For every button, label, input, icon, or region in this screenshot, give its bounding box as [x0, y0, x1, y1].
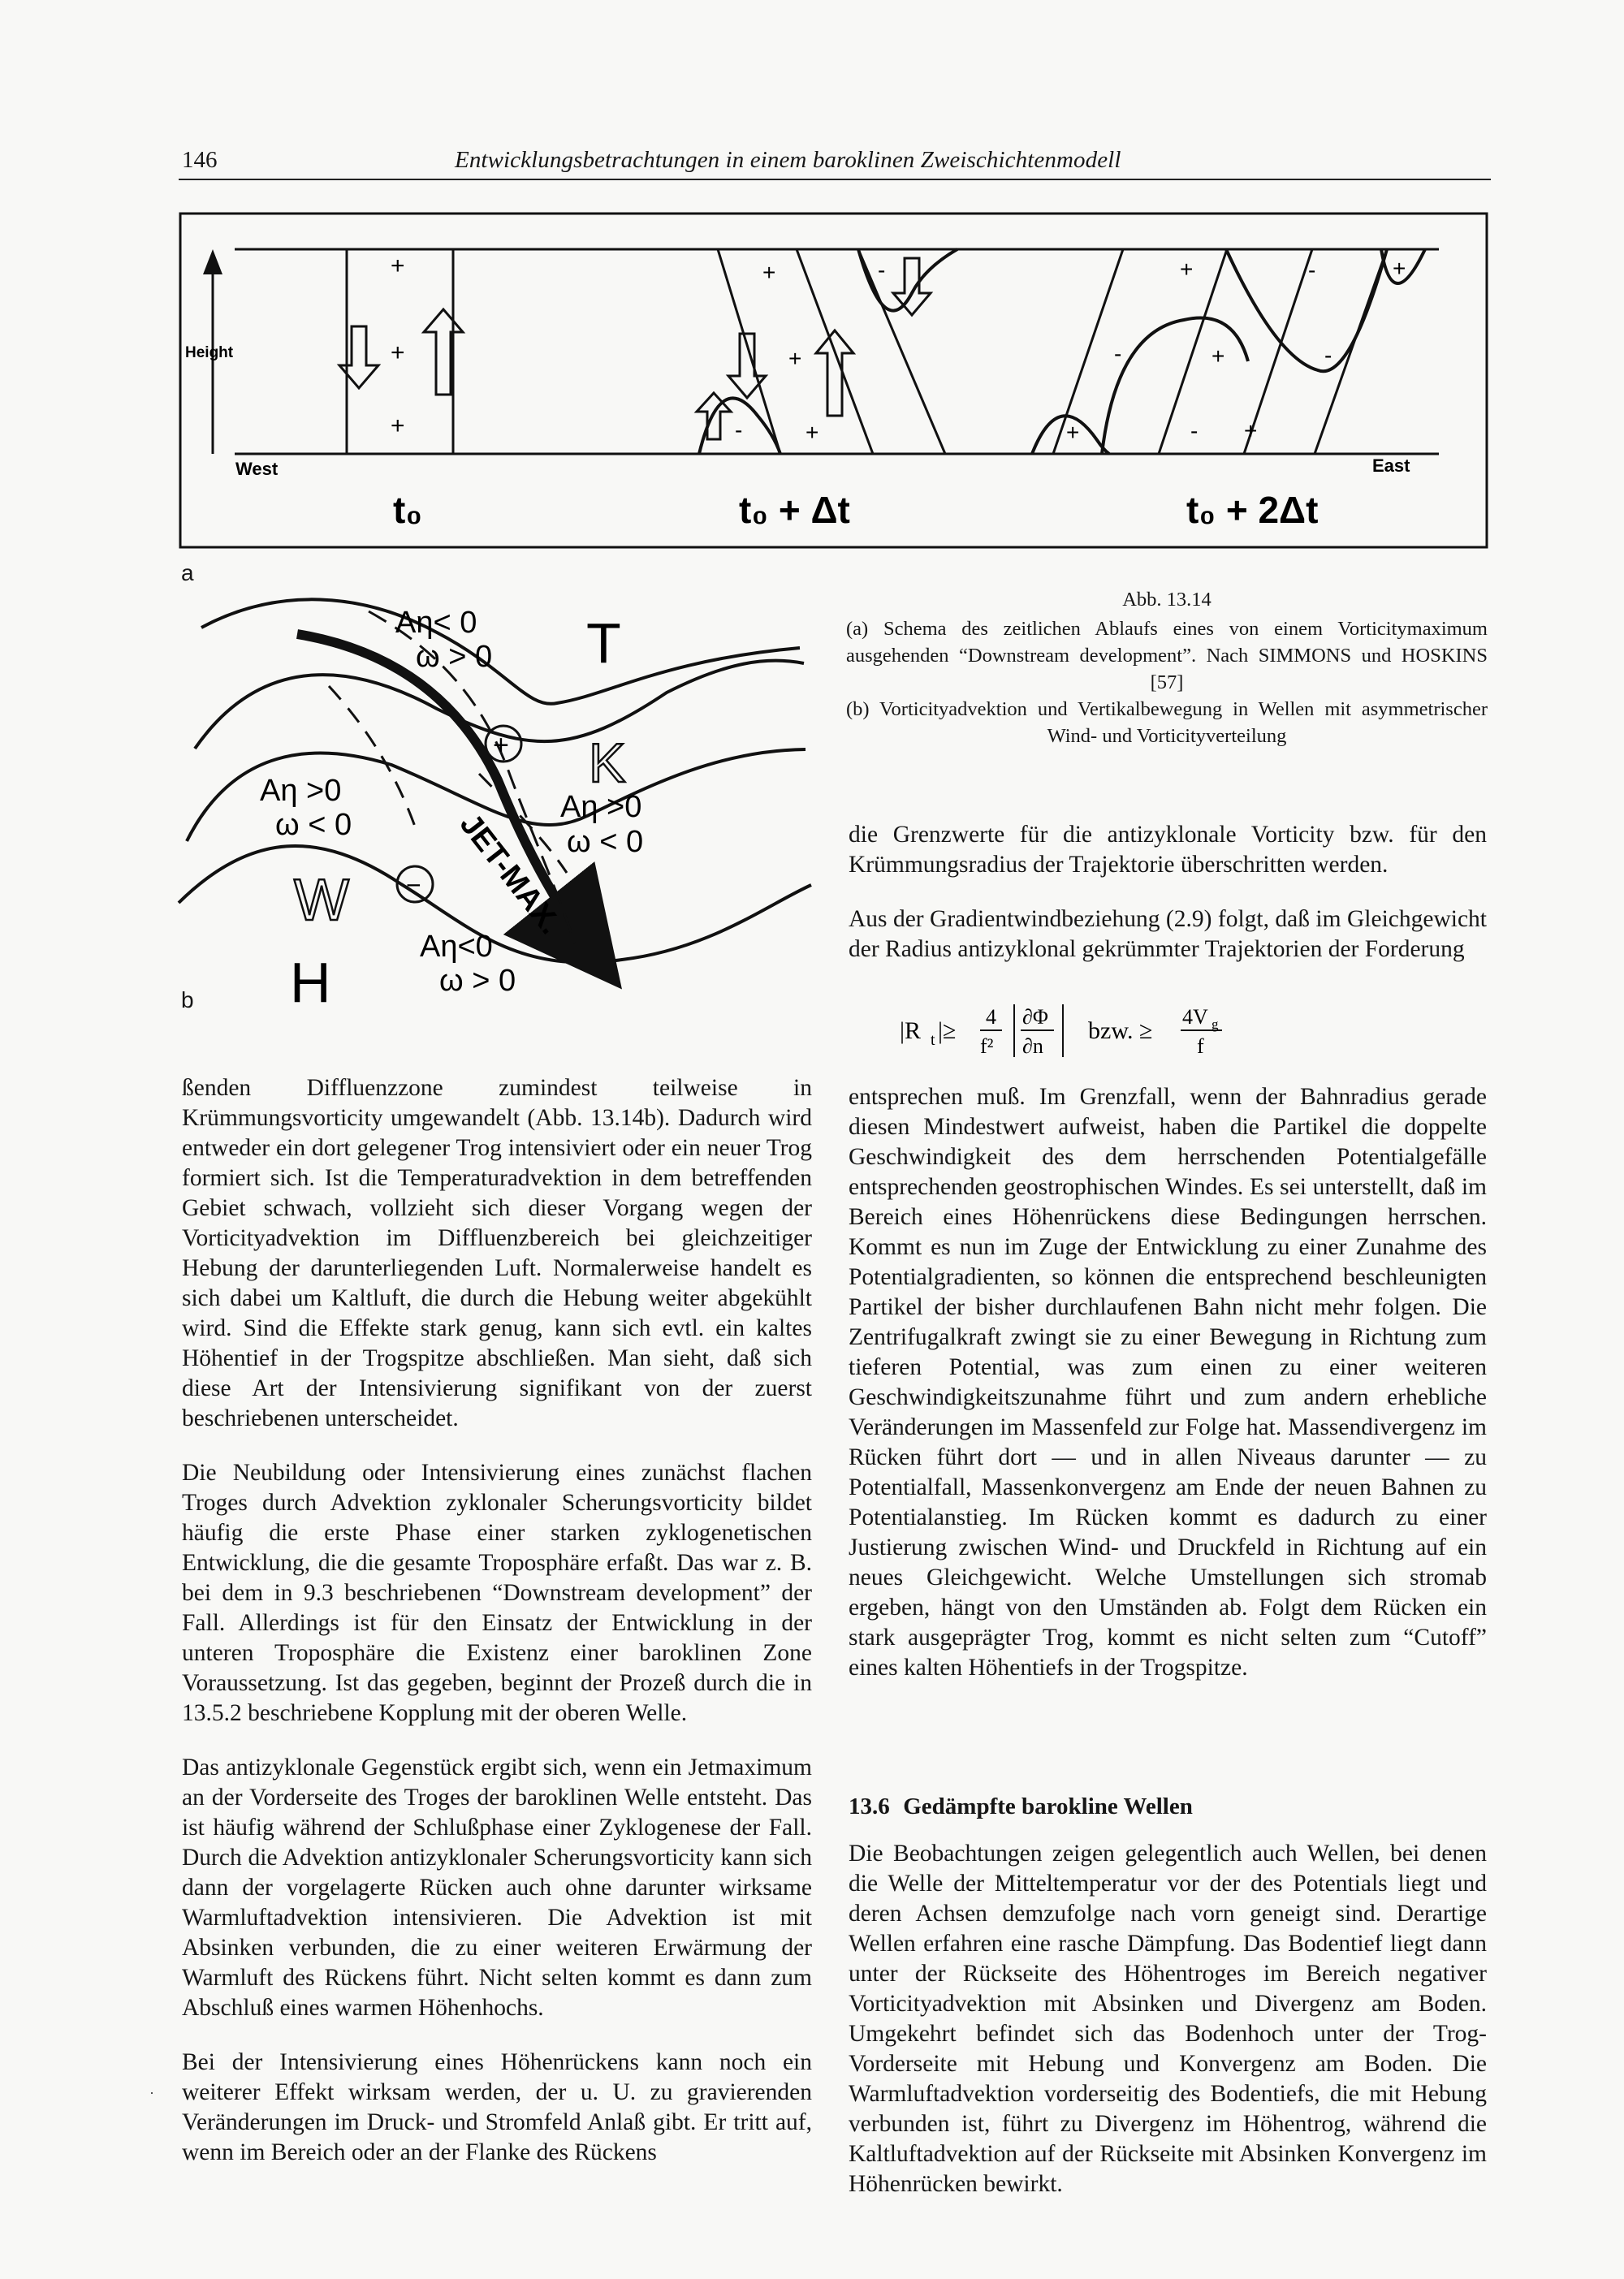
plus-sign: +	[1212, 343, 1225, 369]
symbol-K: K	[589, 732, 626, 794]
downward-motion-arrow-icon	[893, 258, 931, 315]
panel-t0-plus-2dt	[1032, 249, 1425, 531]
running-title: Entwicklungsbetrachtungen in einem baroklinen Zweischichtenmodell	[455, 147, 1121, 173]
caption-part-b: (b) Vorticityadvektion und Vertikalbewegung in Wellen mit asymmetrischer Wind- und Vorticityverteilung	[846, 698, 1488, 747]
panel-t0-plus-dt	[697, 249, 957, 531]
plus-sign: +	[1066, 420, 1080, 445]
formula-subscript: g	[1212, 1016, 1219, 1032]
label-top: Aη< 0	[395, 606, 477, 640]
label-left: Aη >0	[260, 774, 342, 808]
plus-sign: +	[391, 412, 405, 439]
header-rule	[179, 179, 1491, 180]
figure-caption	[846, 586, 1488, 749]
figure-b-vorticity-advection	[179, 576, 893, 1047]
paragraph: die Grenzwerte für die antizyklonale Vorticity bzw. für den Krümmungsradius der Trajektorie überschritten werden.	[849, 822, 1487, 878]
caption-number: Abb. 13.14	[1122, 589, 1212, 611]
paragraph: Die Neubildung oder Intensivierung eines zunächst flachen Troges durch Advektion zyklonaler Scherungsvorticity bildet häufig die erste Phase einer starken zyklogenetischen Entwicklung, die die gesamte Troposphäre erfaßt. Das war z. B. bei dem in 9.3 beschriebenen “Downstream development” der Fall. Allerdings ist für den Einsatz der Entwicklung in der unteren Troposphäre die Existenz einer baroklinen Zone Voraussetzung. Ist das gegeben, beginnt der Prozeß durch die in 13.5.2 beschriebene Kopplung mit der oberen Welle.	[182, 1460, 812, 1726]
paragraph: Die Beobachtungen zeigen gelegentlich auch Wellen, bei denen die Welle der Mitteltemperatur vor der des Potentials liegt und deren Achsen demzufolge nach vorn geneigt sind. Derartige Wellen erfahren eine rasche Dämpfung. Das Bodentief liegt dann unter der Rückseite des Höhentroges im Bereich negativer Vorticityadvektion mit Absinken und Divergenz am Boden. Umgekehrt befindet sich das Bodenhoch unter der Trog-Vorderseite mit Hebung und Konvergenz am Boden. Die Warmluftadvektion vorderseitig des Bodentiefs, die mit Hebung verbunden ist, führt zu Divergenz im Höhentrog, während die Kaltluftadvektion auf der Rückseite mit Absinken Konvergenz im Höhenrücken bewirkt.	[849, 1841, 1487, 2197]
margin-mark: ·	[149, 2085, 154, 2101]
symbol-T: T	[586, 611, 621, 675]
negative-vorticity-sign: −	[406, 870, 421, 900]
figure-a-downstream-development	[179, 213, 1488, 548]
plus-sign: +	[806, 420, 819, 445]
minus-sign: -	[1190, 418, 1199, 443]
time-label-t0-plus-2dt: t₀ + 2Δt	[1186, 489, 1319, 531]
formula-lhs-end: |≥	[938, 1017, 957, 1044]
time-label-t0: t₀	[393, 489, 423, 531]
formula-middle: bzw. ≥	[1088, 1017, 1153, 1044]
minus-sign: -	[735, 417, 743, 442]
minus-sign: -	[1114, 341, 1122, 366]
positive-vorticity-sign: +	[493, 730, 509, 761]
radius-condition-formula	[900, 1001, 1306, 1066]
label-bottom-omega: ω > 0	[439, 964, 516, 998]
trough-axis-dashed	[329, 686, 415, 827]
downward-motion-arrow-icon	[339, 326, 378, 388]
plus-sign: +	[788, 346, 802, 371]
label-top-omega: ω > 0	[416, 640, 493, 674]
label-right-omega: ω < 0	[567, 825, 644, 859]
panel-t0	[339, 249, 463, 531]
section-heading	[849, 1793, 1487, 1820]
label-right: Aη >0	[560, 790, 642, 824]
east-label: East	[1372, 455, 1410, 476]
right-column-lower	[849, 1082, 1487, 1683]
formula-numerator: 4	[986, 1005, 996, 1029]
page-number: 146	[182, 147, 218, 173]
formula-denominator: f	[1197, 1034, 1204, 1058]
minus-sign: -	[878, 257, 886, 283]
plus-sign: +	[391, 339, 405, 366]
formula-lhs: |R	[900, 1017, 922, 1044]
plus-sign: +	[391, 253, 405, 279]
formula-denominator: f²	[980, 1034, 994, 1058]
label-left-omega: ω < 0	[275, 808, 352, 842]
section-title: Gedämpfte barokline Wellen	[903, 1793, 1193, 1819]
minus-sign: -	[1308, 257, 1316, 283]
label-bottom: Aη<0	[420, 930, 493, 964]
figure-letter-b: b	[181, 987, 194, 1012]
paragraph: Bei der Intensivierung eines Höhenrückens kann noch ein weiterer Effekt wirksam werden, der u. U. zu gravierenden Veränderungen im Druck- und Stromfeld Anlaß gibt. Er tritt auf, wenn im Bereich oder an der Flanke des Rückens	[182, 2049, 812, 2165]
symbol-H: H	[290, 951, 331, 1014]
height-label: Height	[185, 344, 234, 361]
formula-numerator: ∂Φ	[1022, 1005, 1048, 1029]
height-arrow-icon	[203, 249, 222, 274]
right-column-upper	[849, 820, 1487, 965]
paragraph: entsprechen muß. Im Grenzfall, wenn der Bahnradius gerade diesen Mindestwert aufweist, haben die Partikel die doppelte Geschwindigkeit des dem herrschenden Potentialgefälle entsprechenden geostrophischen Windes. Es sei unterstellt, daß im Bereich eines Höhenrückens diese Bedingungen herrschen. Kommt es nun im Zuge der Entwicklung zu einer Zunahme des Potentialgradienten, so können die entsprechend beschleunigten Partikel der bisher durchlaufenen Bahn nicht mehr folgen. Die Zentrifugalkraft zwingt sie zu einer Bewegung in Richtung zum tieferen Potential, was zum einen zu einer weiteren Geschwindigkeitszunahme führt und zum andern erhebliche Veränderungen im Massenfeld zur Folge hat. Massendivergenz im Rücken führt dort — und in allen Niveaus darunter — zu Potentialfall, Massenkonvergenz am Ende der neuen Bahnen zu Potentialanstieg. Im Rücken kommt es dadurch zu einer Justierung zwischen Wind- und Druckfeld in Richtung auf ein neues Gleichgewicht. Welche Umstellungen sich stromab ergeben, hängt von den Umständen ab. Folgt dem Rücken ein stark ausgeprägter Trog, kommt es nicht selten zum “Cutoff” eines kalten Höhentiefs in der Trogspitze.	[849, 1084, 1487, 1681]
upward-motion-arrow-icon	[424, 309, 463, 395]
plus-sign: +	[1393, 256, 1406, 281]
right-column-bottom	[849, 1839, 1487, 2199]
streamline	[201, 599, 800, 704]
plus-sign: +	[1180, 257, 1194, 282]
section-number: 13.6	[849, 1793, 890, 1819]
plus-sign: +	[1244, 418, 1258, 443]
jet-max-label: JET-MAX.	[452, 807, 568, 941]
plus-sign: +	[762, 260, 776, 285]
symbol-W: W	[294, 868, 349, 933]
formula-lhs-subscript: t	[931, 1031, 935, 1049]
formula-denominator: ∂n	[1022, 1034, 1043, 1058]
left-column	[182, 1073, 812, 2168]
caption-part-a: (a) Schema des zeitlichen Ablaufs eines von einem Vorticitymaximum ausgehenden “Downstream development”. Nach SIMMONS und HOSKINS [57]	[846, 618, 1488, 693]
minus-sign: -	[1324, 343, 1332, 368]
paragraph: ßenden Diffluenzzone zumindest teilweise in Krümmungsvorticity umgewandelt (Abb. 13.14b). Dadurch wird entweder ein dort gelegener Trog intensiviert oder ein neuer Trog formiert sich. Ist die Temperaturadvektion in dem betreffenden Gebiet schwach, vollzieht sich dieser Vorgang wegen der Vorticityadvektion im Diffluenzbereich bei gleichzeitiger Hebung der darunterliegenden Luft. Normalerweise handelt es sich dabei um Kaltluft, die durch die Hebung weiter abgekühlt wird. Sind die Effekte stark genug, kann sich evtl. ein kaltes Höhentief in der Trogspitze abschließen. Man sieht, daß sich diese Art der Intensivierung signifikant von der zuerst beschriebenen unterscheidet.	[182, 1075, 812, 1431]
upward-motion-arrow-icon	[816, 330, 853, 416]
time-label-t0-plus-dt: t₀ + Δt	[739, 489, 850, 531]
paragraph: Aus der Gradientwindbeziehung (2.9) folgt, daß im Gleichgewicht der Radius antizyklonal gekrümmter Trajektorien der Forderung	[849, 906, 1487, 962]
formula-numerator: 4V	[1182, 1005, 1208, 1029]
figure-letter-a: a	[181, 560, 194, 585]
west-label: West	[235, 459, 279, 479]
paragraph: Das antizyklonale Gegenstück ergibt sich, wenn ein Jetmaximum an der Vorderseite des Troges der baroklinen Welle entsteht. Das ist häufig während der Schlußphase einer Zyklogenese der Fall. Durch die Advektion antizyklonaler Scherungsvorticity kann sich dann der vorgelagerte Rücken auch ohne darunter wirksame Warmluftadvektion intensivieren. Die Advektion ist mit Absinken verbunden, die zu einer weiteren Erwärmung der Warmluft des Rückens führt. Nicht selten kommt es dann zum Abschluß eines warmen Höhenhochs.	[182, 1755, 812, 2021]
